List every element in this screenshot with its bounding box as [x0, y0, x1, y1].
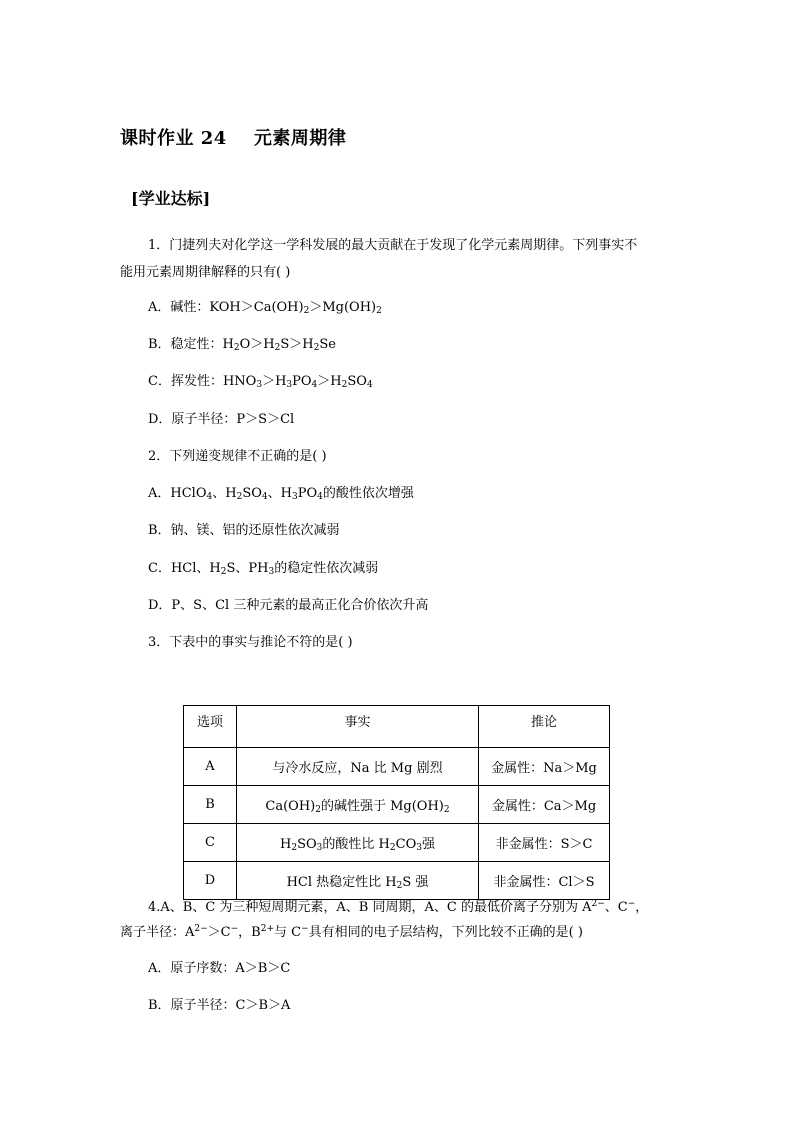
q2-option-a: A．HClO$_4$、$H_2SO_4$、$H_3PO_4$的酸性依次增强	[148, 486, 414, 502]
section-heading: [学业达标]	[131, 189, 211, 208]
table-header-cell: 选项	[184, 706, 237, 748]
table-row	[184, 786, 610, 824]
table-cell-fact: 与冷水反应，Na 比 Mg 剧烈	[237, 748, 479, 786]
table-cell-inference: 金属性：Ca＞Mg	[479, 786, 610, 824]
q1-stem-line2: 能用元素周期律解释的只有( )	[120, 265, 291, 280]
q1-option-a: A．碱性：$KOH>Ca(OH)_2>Mg(OH)_2$	[148, 300, 382, 316]
table-cell-inference: 非金属性：S＞C	[479, 824, 610, 862]
q2-option-b: B．钠、镁、铝的还原性依次减弱	[148, 523, 340, 538]
q3-stem: 3．下表中的事实与推论不符的是( )	[148, 635, 353, 650]
table-cell-inference: 金属性：Na＞Mg	[479, 748, 610, 786]
table-row	[184, 862, 610, 900]
table-row	[184, 824, 610, 862]
table-header-cell: 推论	[479, 706, 610, 748]
q1-option-d: D．原子半径：P＞S＞Cl	[148, 412, 295, 427]
q2-stem: 2．下列递变规律不正确的是( )	[148, 449, 327, 464]
q1-option-c: C．挥发性：$HNO_3>H_3PO_4>H_2SO_4$	[148, 374, 373, 390]
table-header-row	[184, 706, 610, 748]
page-title: 课时作业 24 元素周期律	[120, 128, 347, 149]
q2-option-c: C．HCl、$H_2S$、$PH_3$的稳定性依次减弱	[148, 561, 379, 577]
q1-stem-line1: 1．门捷列夫对化学这一学科发展的最大贡献在于发现了化学元素周期律。下列事实不	[148, 238, 638, 253]
table-cell-fact: $Ca(OH)_2$的碱性强于 $Mg(OH)_2$	[237, 786, 479, 824]
q3-table	[183, 705, 610, 900]
table-header-cell: 事实	[237, 706, 479, 748]
q4-stem-line1: 4.A、B、C 为三种短周期元素，A、B 同周期，A、C 的最低价离子分别为 $A^{2-}$、C−，	[148, 899, 649, 915]
q1-option-b: B．稳定性：$H_2O>H_2S>H_2Se$	[148, 337, 336, 353]
table-row	[184, 748, 610, 786]
table-cell-option: A	[184, 748, 237, 786]
q4-stem-line2: 离子半径：$A^{2-}>C^-$，$B^{2+}$与 C−具有相同的电子层结构，下列比较不正确的是( )	[120, 924, 583, 940]
table-cell-option: C	[184, 824, 237, 862]
table-cell-option: D	[184, 862, 237, 900]
table-cell-option: B	[184, 786, 237, 824]
table-cell-fact: HCl 热稳定性比 $H_2S$ 强	[237, 862, 479, 900]
q2-option-d: D．P、S、Cl 三种元素的最高正化合价依次升高	[148, 598, 429, 613]
table-cell-inference: 非金属性：Cl＞S	[479, 862, 610, 900]
q4-option-b: B．原子半径：C＞B＞A	[148, 998, 291, 1013]
table-cell-fact: $H_2SO_3$的酸性比 $H_2CO_3$强	[237, 824, 479, 862]
q4-option-a: A．原子序数：A＞B＞C	[148, 961, 291, 976]
